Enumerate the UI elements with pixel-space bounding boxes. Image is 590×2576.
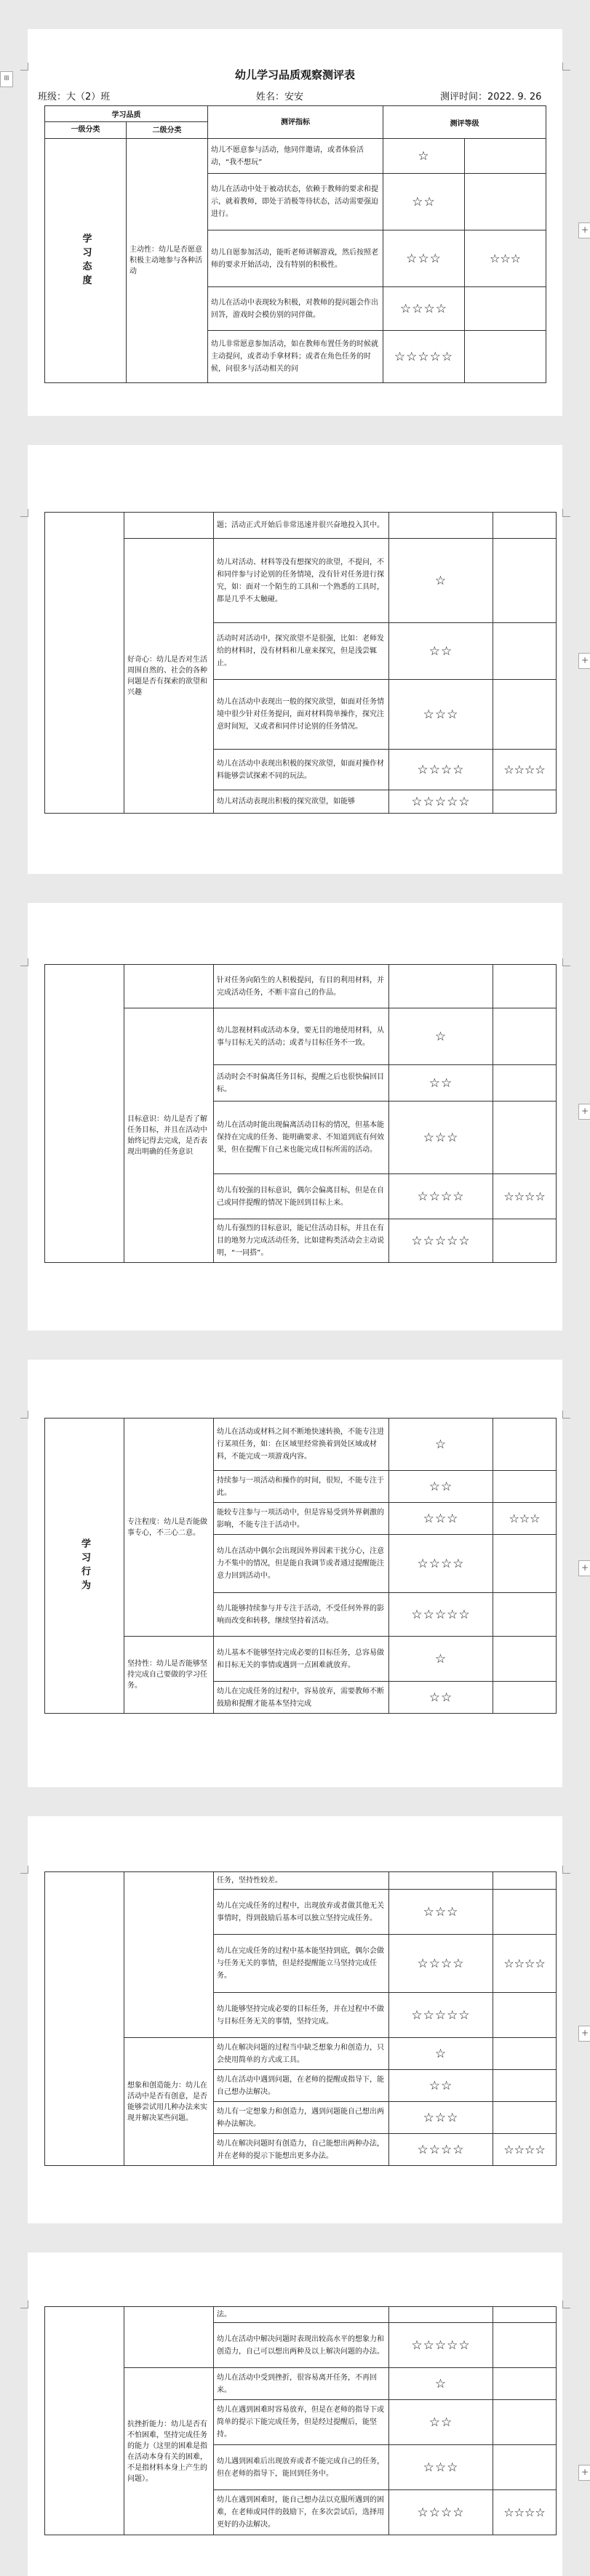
header-group: 学习品质 bbox=[45, 106, 208, 122]
grade-cell[interactable]: ☆☆☆☆ bbox=[493, 2490, 557, 2535]
header-level1: 一级分类 bbox=[45, 122, 127, 139]
grade-cell[interactable] bbox=[493, 2102, 557, 2134]
corner-mark bbox=[562, 958, 570, 966]
star-rating[interactable]: ☆ bbox=[389, 2368, 493, 2400]
sub-persistence: 坚持性：幼儿是否能够坚持完成自己要做的学习任务。 bbox=[124, 1637, 214, 1714]
indicator-text: 幼儿遇到困难后出现放弃或者不能完成自己的任务，但在老师的指导下，能回到任务中。 bbox=[214, 2445, 389, 2490]
grade-cell[interactable] bbox=[493, 965, 557, 1008]
grade-cell[interactable] bbox=[493, 539, 557, 623]
grade-cell[interactable]: ☆☆☆☆ bbox=[493, 1174, 557, 1219]
grade-cell[interactable] bbox=[493, 1993, 557, 2038]
grade-cell[interactable] bbox=[493, 623, 557, 680]
indicator-text: 任务，坚持性较差。 bbox=[214, 1872, 389, 1890]
indicator-text: 幼儿在活动中表现出积极的探究欲望，如面对操作材料能够尝试探索不同的玩法。 bbox=[214, 750, 389, 790]
grade-cell[interactable] bbox=[493, 680, 557, 750]
indicator-text: 活动时会不时偏离任务目标，提醒之后也很快偏回目标。 bbox=[214, 1065, 389, 1102]
indicator-text: 幼儿有较强的目标意识，偶尔会偏离目标，但是在自己或同伴提醒的情况下能回到目标上来。 bbox=[214, 1174, 389, 1219]
sub-persistence-cont bbox=[124, 1872, 214, 2038]
indicator-text: 幼儿自愿参加活动，能听老师讲解游戏，然后按照老师的要求开始活动，没有特别的积极性。 bbox=[208, 230, 383, 287]
grade-cell[interactable] bbox=[465, 331, 546, 383]
indicator-text: 幼儿能够持续参与并专注于活动，不受任何外界的影响而改变和转移，继续坚持着活动。 bbox=[214, 1593, 389, 1637]
sub-imagination-cont bbox=[124, 2307, 214, 2368]
category-attitude-cont bbox=[45, 513, 124, 814]
sub-imagination: 想象和创造能力：幼儿在活动中是否有创意，是否能够尝试用几种办法来实现并解决某些问题。 bbox=[124, 2038, 214, 2166]
grade-cell[interactable] bbox=[493, 1637, 557, 1682]
grade-cell[interactable] bbox=[493, 1682, 557, 1714]
star-rating[interactable]: ☆☆☆☆☆ bbox=[389, 790, 493, 814]
indicator-text: 幼儿在遇到困难时，能自己想办法以克服所遇到的困难，在老师或同伴的鼓励下，在多次尝试后，选择用更好的办法解决。 bbox=[214, 2490, 389, 2535]
indicator-text: 幼儿在解决问题的过程当中缺乏想象力和创造力，只会使用简单的方式或工具。 bbox=[214, 2038, 389, 2070]
grade-cell[interactable] bbox=[493, 2400, 557, 2445]
star-rating[interactable]: ☆☆☆ bbox=[389, 2102, 493, 2134]
star-rating[interactable]: ☆☆ bbox=[389, 1065, 493, 1102]
star-rating[interactable]: ☆ bbox=[389, 1419, 493, 1471]
add-row-button[interactable]: + bbox=[578, 2026, 590, 2042]
page-title: 幼儿学习品质观察测评表 bbox=[234, 68, 355, 81]
star-rating[interactable]: ☆☆☆☆ bbox=[389, 1535, 493, 1593]
add-row-button[interactable]: + bbox=[578, 222, 590, 238]
grade-cell[interactable] bbox=[493, 2070, 557, 2102]
evaluation-table-6 bbox=[44, 2306, 557, 2535]
star-rating[interactable]: ☆☆☆☆☆ bbox=[389, 2323, 493, 2368]
time-label: 测评时间：2022. 9. 26 bbox=[440, 92, 542, 103]
star-rating[interactable]: ☆☆ bbox=[383, 174, 465, 230]
sub-initiative-cont bbox=[124, 513, 214, 539]
indicator-text: 幼儿有一定想象力和创造力，遇到问题能自己想出两种办法解决。 bbox=[214, 2102, 389, 2134]
indicator-text: 幼儿能够坚持完成必要的目标任务，并在过程中不做与目标任务无关的事情，坚持完成。 bbox=[214, 1993, 389, 2038]
indicator-text: 题；活动正式开始后非常迅速并很兴奋地投入其中。 bbox=[214, 513, 389, 539]
sub-focus: 专注程度：幼儿是否能做事专心，不三心二意。 bbox=[124, 1419, 214, 1637]
indicator-text: 幼儿对活动表现出积极的探究欲望，如能够 bbox=[214, 790, 389, 814]
indicator-text: 幼儿在遇到困难时容易放弃，但是在老师的指导下或简单的提示下能完成任务，但是经过提醒后，能坚持。 bbox=[214, 2400, 389, 2445]
corner-mark bbox=[562, 1411, 570, 1419]
corner-mark bbox=[562, 2300, 570, 2308]
star-rating[interactable]: ☆☆ bbox=[389, 2400, 493, 2445]
star-rating[interactable]: ☆☆☆☆ bbox=[389, 750, 493, 790]
header-level2: 二级分类 bbox=[127, 122, 208, 139]
grade-cell[interactable] bbox=[493, 1102, 557, 1174]
sub-resist: 抗挫折能力：幼儿是否有不怕困难，坚持完成任务的能力（这里的困难是指在活动本身有关的困难，不是指材料本身上产生的问题）。 bbox=[124, 2368, 214, 2535]
star-rating[interactable] bbox=[389, 1872, 493, 1890]
star-rating[interactable]: ☆☆ bbox=[389, 623, 493, 680]
indicator-text: 幼儿在活动中遇到问题，在老师的提醒或指导下，能自己想办法解决。 bbox=[214, 2070, 389, 2102]
grade-cell[interactable] bbox=[493, 1419, 557, 1471]
star-rating[interactable]: ☆☆☆☆ bbox=[389, 2134, 493, 2166]
indicator-text: 幼儿在活动中处于被动状态，依赖于教师的要求和提示，就着教师，即处于消极等待状态，活动需要强迫进行。 bbox=[208, 174, 383, 230]
evaluation-table-4 bbox=[44, 1418, 557, 1714]
evaluation-table-2 bbox=[44, 512, 557, 814]
indicator-text: 幼儿在完成任务的过程中，出现放弃或者做其他无关事情时，得到鼓励后基本可以独立坚持完成任务。 bbox=[214, 1890, 389, 1935]
grade-cell[interactable]: ☆☆☆☆ bbox=[493, 750, 557, 790]
star-rating[interactable] bbox=[389, 965, 493, 1008]
indicator-text: 幼儿有强烈的目标意识，能记住活动目标，并且在有目的地努力完成活动任务，比如建构类活动会主动说明，“一同搭”。 bbox=[214, 1219, 389, 1263]
indicator-text: 幼儿在活动中表现出一般的探究欲望，如面对任务情境中很少针对任务提问，面对材料简单操作，探究注意时间短，又或者和同伴讨论别的任务情况。 bbox=[214, 680, 389, 750]
evaluation-table-1 bbox=[44, 105, 546, 383]
corner-mark bbox=[562, 1866, 570, 1874]
category-attitude-cont bbox=[45, 965, 124, 1263]
indicator-text: 幼儿在活动或材料之间不断地快速转换，不能专注进行某项任务，如：在区域里经常换着到处区域或材料，不能完成一项游戏内容。 bbox=[214, 1419, 389, 1471]
indicator-text: 幼儿忽视材料或活动本身，要无目的地使用材料，从事与目标无关的活动；或者与目标任务不一致。 bbox=[214, 1008, 389, 1065]
star-rating[interactable]: ☆ bbox=[389, 1637, 493, 1682]
star-rating[interactable]: ☆☆☆ bbox=[389, 680, 493, 750]
star-rating[interactable] bbox=[389, 2307, 493, 2323]
star-rating[interactable]: ☆☆☆☆ bbox=[389, 1174, 493, 1219]
grade-cell[interactable] bbox=[493, 1219, 557, 1263]
sub-curiosity-cont bbox=[124, 965, 214, 1008]
star-rating[interactable]: ☆☆ bbox=[389, 1471, 493, 1503]
star-rating[interactable]: ☆☆☆☆ bbox=[389, 2490, 493, 2535]
grade-cell[interactable] bbox=[493, 2038, 557, 2070]
indicator-text: 活动时对活动中，探究欲望不是很强，比如：老师发给的材料时，没有材料和儿童来探究，但是浅尝辄止。 bbox=[214, 623, 389, 680]
indicator-text: 幼儿在活动中表现较为积极，对教师的提问题会作出回答，游戏时会模仿别的同伴做。 bbox=[208, 287, 383, 331]
add-row-button[interactable]: + bbox=[578, 653, 590, 669]
evaluation-table-5 bbox=[44, 1871, 557, 2166]
star-rating[interactable]: ☆☆☆ bbox=[383, 230, 465, 287]
corner-mark bbox=[562, 509, 570, 517]
star-rating[interactable]: ☆ bbox=[389, 2038, 493, 2070]
header-indicator: 测评指标 bbox=[208, 106, 383, 139]
indicator-text: 幼儿在活动中解决问题时表现出较高水平的想象力和创造力，自己可以想出两种及以上解决问题的办法。 bbox=[214, 2323, 389, 2368]
header-grade: 测评等级 bbox=[383, 106, 546, 139]
grade-cell[interactable] bbox=[493, 2445, 557, 2490]
grade-cell[interactable] bbox=[493, 1535, 557, 1593]
grade-cell[interactable] bbox=[493, 1008, 557, 1065]
indicator-text: 幼儿非常愿意参加活动，如在教师布置任务的时候就主动提问，或者动手拿材料；或者在角色任务的时候，问很多与活动相关的问 bbox=[208, 331, 383, 383]
star-rating[interactable]: ☆☆☆☆☆ bbox=[383, 331, 465, 383]
star-rating[interactable]: ☆☆☆ bbox=[389, 2445, 493, 2490]
indicator-text: 幼儿在解决问题时有创造力，自己能想出两种办法，并在老师的提示下能想出更多办法。 bbox=[214, 2134, 389, 2166]
corner-mark bbox=[20, 509, 28, 517]
grade-cell[interactable] bbox=[493, 1872, 557, 1890]
grade-cell[interactable] bbox=[493, 2368, 557, 2400]
grade-cell[interactable] bbox=[493, 513, 557, 539]
name-label: 姓名：安安 bbox=[256, 92, 304, 103]
add-row-button[interactable]: + bbox=[578, 1104, 590, 1120]
star-rating[interactable]: ☆☆☆ bbox=[389, 1890, 493, 1935]
grade-cell[interactable] bbox=[465, 174, 546, 230]
grade-cell[interactable] bbox=[493, 790, 557, 814]
grade-cell[interactable]: ☆☆☆☆ bbox=[493, 2134, 557, 2166]
star-rating[interactable]: ☆☆☆☆ bbox=[383, 287, 465, 331]
grade-cell[interactable] bbox=[493, 1471, 557, 1503]
star-rating[interactable]: ☆☆ bbox=[389, 2070, 493, 2102]
move-handle-icon[interactable]: ⊞ bbox=[0, 71, 13, 87]
grade-cell[interactable]: ☆☆☆☆ bbox=[493, 1935, 557, 1993]
star-rating[interactable] bbox=[389, 513, 493, 539]
star-rating[interactable]: ☆☆☆☆☆ bbox=[389, 1219, 493, 1263]
class-label: 班级：大（2）班 bbox=[38, 92, 111, 103]
grade-cell[interactable] bbox=[493, 1890, 557, 1935]
grade-cell[interactable] bbox=[493, 1593, 557, 1637]
indicator-text: 幼儿在活动中受到挫折，很容易离开任务，不再回来。 bbox=[214, 2368, 389, 2400]
indicator-text: 法。 bbox=[214, 2307, 389, 2323]
corner-mark bbox=[20, 2300, 28, 2308]
star-rating[interactable]: ☆☆ bbox=[389, 1682, 493, 1714]
star-rating[interactable]: ☆☆☆☆ bbox=[389, 1935, 493, 1993]
sub-initiative: 主动性：幼儿是否愿意积极主动地参与各种活动 bbox=[127, 139, 208, 383]
star-rating[interactable]: ☆☆☆☆☆ bbox=[389, 1593, 493, 1637]
grade-cell[interactable]: ☆☆☆ bbox=[493, 1503, 557, 1535]
corner-mark bbox=[20, 1866, 28, 1874]
indicator-text: 幼儿在完成任务的过程中，容易放弃，需要教师不断鼓励和提醒才能基本坚持完成 bbox=[214, 1682, 389, 1714]
category-behavior-cont bbox=[45, 1872, 124, 2166]
indicator-text: 幼儿在活动时能出现偏离活动目标的情况，但基本能保持在完成的任务、能明确要求、不知道到底有何效果，但在提醒下自己来也能完成目标所需的活动。 bbox=[214, 1102, 389, 1174]
star-rating[interactable]: ☆ bbox=[389, 539, 493, 623]
grade-cell[interactable]: ☆☆☆ bbox=[465, 230, 546, 287]
indicator-text: 幼儿对活动、材料等没有想探究的欲望，不提问，不和同伴参与讨论别的任务情境，没有针对任务进行探究，如：面对一个陌生的工具和一个熟悉的工具时，都是几乎不太触碰。 bbox=[214, 539, 389, 623]
indicator-text: 幼儿基本不能够坚持完成必要的目标任务，总容易做和目标无关的事情或遇到一点困难就放弃。 bbox=[214, 1637, 389, 1682]
add-row-button[interactable]: + bbox=[578, 1560, 590, 1576]
evaluation-table-3 bbox=[44, 964, 557, 1263]
indicator-text: 针对任务向陌生的人积极提问，有目的利用材料，并完成活动任务，不断丰富自己的作品。 bbox=[214, 965, 389, 1008]
star-rating[interactable]: ☆ bbox=[383, 139, 465, 174]
indicator-text: 持续参与一项活动和操作的时间，很短，不能专注于此。 bbox=[214, 1471, 389, 1503]
star-rating[interactable]: ☆☆☆ bbox=[389, 1102, 493, 1174]
sub-purpose: 目标意识：幼儿是否了解任务目标，并且在活动中始终记得去完成，是否表现出明确的任务意识 bbox=[124, 1008, 214, 1263]
grade-cell[interactable] bbox=[465, 287, 546, 331]
category-behavior: 学习行为 bbox=[45, 1419, 124, 1714]
grade-cell[interactable] bbox=[465, 139, 546, 174]
category-attitude: 学习态度 bbox=[45, 139, 127, 383]
star-rating[interactable]: ☆☆☆ bbox=[389, 1503, 493, 1535]
indicator-text: 能较专注参与一项活动中，但是容易受到外界刺激的影响，不能专注于活动中。 bbox=[214, 1503, 389, 1535]
sub-curiosity: 好奇心：幼儿是否对生活周围自然的、社会的各种问题是否有探索的欲望和兴趣 bbox=[124, 539, 214, 814]
indicator-text: 幼儿在完成任务的过程中基本能坚持到底，偶尔会做与任务无关的事情，但是经提醒能立马坚持完成任务。 bbox=[214, 1935, 389, 1993]
star-rating[interactable]: ☆☆☆☆☆ bbox=[389, 1993, 493, 2038]
add-row-button[interactable]: + bbox=[578, 2465, 590, 2481]
grade-cell[interactable] bbox=[493, 2323, 557, 2368]
grade-cell[interactable] bbox=[493, 2307, 557, 2323]
corner-mark bbox=[20, 1411, 28, 1419]
corner-mark bbox=[20, 958, 28, 966]
category-behavior-cont bbox=[45, 2307, 124, 2535]
indicator-text: 幼儿在活动中偶尔会出现因外界因素干扰分心，注意力不集中的情况，但是能自我调节或者通过提醒能注意力回到活动中。 bbox=[214, 1535, 389, 1593]
indicator-text: 幼儿不愿意参与活动，他同伴邀请，或者体验活动，“我不想玩” bbox=[208, 139, 383, 174]
grade-cell[interactable] bbox=[493, 1065, 557, 1102]
star-rating[interactable]: ☆ bbox=[389, 1008, 493, 1065]
